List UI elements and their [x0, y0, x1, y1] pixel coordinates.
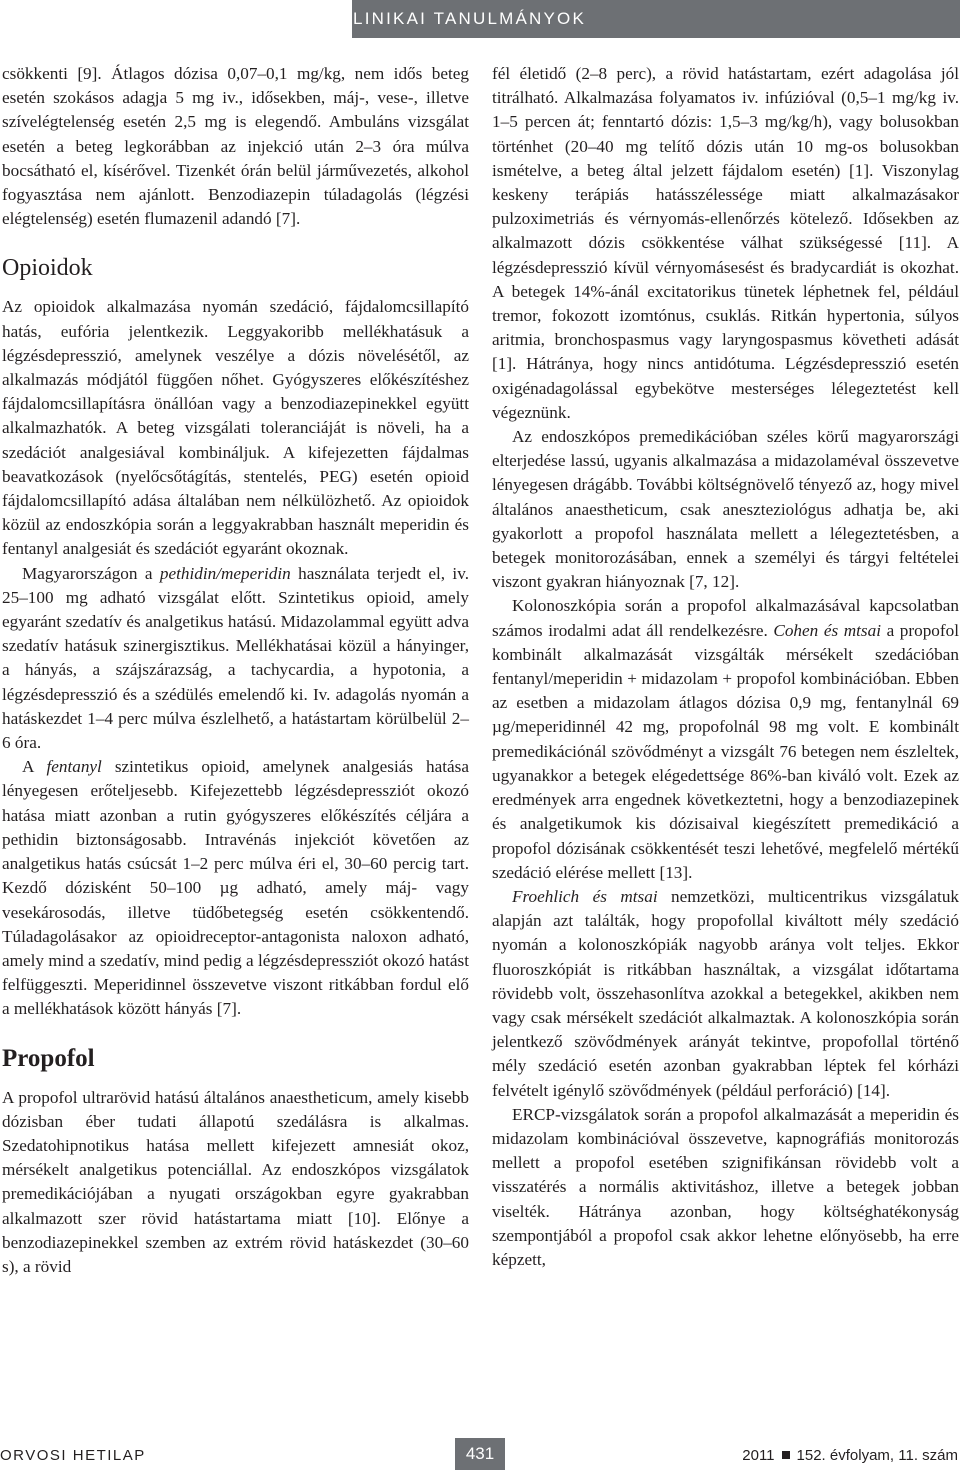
heading-opioidok: Opioidok [2, 255, 93, 282]
drug-name-italic: pethidin/meperidin [159, 563, 291, 583]
heading-propofol: Propofol [2, 1044, 95, 1072]
paragraph: csökkenti [9]. Átlagos dózisa 0,07–0,1 mg/kg, nem idős beteg esetén szokásos adagja 5 mg iv., idősekben, máj-, vese-, illetve szívelégtelenség esetén 2,5 mg is elegendő. Ambuláns vizsgálat esetén a beteg legkorábban az injekció után 2–3 óra múlva bocsátható el, kísérővel. Tizenkét órán belül járművezetés, alkohol fogyasztása nem ajánlott. Benzodiazepin túladagolás (légzési elégtelenség) esetén flumazenil adandó [7]. [2, 64, 469, 229]
paragraph [492, 885, 959, 1103]
section-title: KLINIKAI TANULMÁNYOK [339, 9, 586, 28]
paragraph [492, 594, 959, 884]
paragraph [2, 562, 469, 756]
paragraph: A propofol ultrarövid hatású általános anaestheticum, amely kisebb dózisban éber tudati állapotú szedálásra is alkalmas. Szedatohipnotikus hatása mellett kifejezett amnesiát okoz, mérsékelt analgetikus potenciállal. Az endoszkópos vizsgálatok premedikációjában a nyugati országokban egyre gyakrabban alkalmazott szer rövid hatástartama miatt [10]. Előnye a benzodiazepinekkel szemben az extrém rövid hatáskezdet (30–60 s), a rövid [2, 1087, 469, 1276]
right-column [492, 62, 959, 1272]
paragraph: ERCP-vizsgálatok során a propofol alkalmazását a meperidin és midazolam kombinációval összevetve, kapnográfiás monitorozás mellett a propofol esetében szignifikánsan rövidebb volt a visszatérés a normális aktivitáshoz, illetve a betegek jobban viselték. Hátránya azonban, hogy költséghatékonyság szempontjából a propofol csak akkor lehetne előnyösebb, ha erre képzett, [492, 1104, 959, 1269]
text-run: Magyarországon a [22, 563, 160, 583]
journal-name: ORVOSI HETILAP [0, 1447, 146, 1464]
text-run: használata terjedt el, iv. 25–100 mg adható vizsgálat előtt. Szintetikus opioid, amely egyaránt szedatív és analgetikus hatású. Midazolammal együtt adva szedatív hatásuk szinergisztikus. Mellékhatásai közül a hányinger, a hányás, a szájszárazság, a tachycardia, a hypotonia, a légzésdepresszió és a szédülés emelendő ki. Iv. adagolás nyomán a hatáskezdet 1–4 perc múlva észlelhető, a hatástartam körülbelül 2–6 óra. [2, 563, 469, 753]
issue-info [742, 1447, 958, 1464]
paragraph: Az endoszkópos premedikációban széles körű magyarországi elterjedése lassú, ugyanis alkalmazása a midazolaméval összevetve lényegesen drágább. További költségnövelő tényező az, hogy mivel általános anaestheticum, csak aneszteziológus adhatja be, aki gyakorlott a propofol használata mellett a lélegeztetésben, a betegek monitorozásában, ennek a személyi és tárgyi feltételei viszont gyakran hiányoznak [7, 12]. [492, 427, 959, 592]
left-column [2, 62, 469, 1279]
volume-issue: 152. évfolyam, 11. szám [796, 1447, 958, 1464]
page-footer [0, 1438, 960, 1470]
text-run: a propofol kombinált alkalmazását vizsgálták mérsékelt szedációban fentanyl/meperidin + midazolam + propofol kombinációban. Ebben az esetben a midazolam átlagos dózisa 0,9 mg, fentanylnál 69 µg/meperidinnél 42 mg, propofolnál 98 mg volt. E kombinált premedikációnál szövődményt a vizsgált 76 betegen nem észleltek, ugyanakkor a betegek elégedettsége 86%-ban kiváló volt. Ezek az eredmények arra engednek következtetni, hogy a benzodiazepinek és analgetikumok kis dózisaival kiegészített premedikáció a propofol dózisának csökkentését teszi lehetővé, megfelelő mértékű szedáció elérése mellett [13]. [492, 620, 959, 882]
paragraph [2, 755, 469, 1021]
drug-name-italic: fentanyl [46, 757, 102, 777]
square-bullet-icon [782, 1451, 790, 1459]
author-italic: Cohen és mtsai [773, 620, 881, 640]
text-run: Kolonoszkópia során a propofol alkalmazásával kapcsolatban számos irodalmi adat áll rendelkezésre. [492, 596, 959, 640]
paragraph: fél életidő (2–8 perc), a rövid hatástartam, ezért adagolása jól titrálható. Alkalmazása folyamatos iv. infúzióval (0,5–1 mg/kg iv. 1–5 percen át; fenntartó dózis: 1,5–3 mg/kg/h), vagy bolusokban történhet (20–40 mg telítő dózis után 10 mg-os bolusokban ismételve, a beteg által jelzett fájdalom esetén) [1]. Viszonylag keskeny terápiás hatásszélessége miatt alkalmazásakor pulzoximetriás és vérnyomás-ellenőrzés kötelező. Idősekben az alkalmazott dózis csökkentése válhat szükségessé [11]. A légzésdepresszió kívül vérnyomásesést és bradycardiát is okozhat. A betegek 14%-ánál excitatorikus tünetek léphetnek fel, például tremor, fokozott izomtónus, csuklás. Ritkán hypertonia, súlyos aritmia, bronchospasmus vagy laryngospasmus követheti adását [1]. Hátránya, hogy nincs antidótuma. Légzésdepresszió esetén oxigénadagolással egybekötve mesterséges lélegeztetést kell végeznünk. [492, 64, 959, 422]
year: 2011 [742, 1447, 775, 1464]
header-band [339, 0, 960, 38]
paragraph: Az opioidok alkalmazása nyomán szedáció, fájdalomcsillapító hatás, eufória jelentkezik. Leggyakoribb mellékhatásuk a légzésdepresszió, amelynek veszélye a dózis növelésétől, az alkalmazás módjától függően nőhet. Gyógyszeres előkészítéshez fájdalomcsillapításra önállóan vagy a benzodiazepinekkel együtt alkalmazhatók. A beteg vizsgálati toleranciáját is növeli, ha a szedációt analgesiával kombináljuk. A kifejezetten fájdalmas beavatkozások (nyelőcsőtágítás, stentelés, PEG) esetén opioid fájdalomcsillapító adása általában nem nélkülözhető. Az opioidok közül az endoszkópia során a leggyakrabban használt meperidin és fentanyl analgesiát és szedációt egyaránt okoznak. [2, 297, 469, 559]
text-run: nemzetközi, multicentrikus vizsgálatuk alapján azt találták, hogy propofollal kiváltott mély szedáció nyomán a kolonoszkópiák nagyobb aránya volt teljes. Ekkor fluoroszkópiát is ritkábban használtak, a vizsgálat időtartama rövidebb volt, összehasonlítva azokkal a betegekkel, akikben nem vagy csak mérsékelt szedációt alkalmaztak. A kolonoszkópia során jelentkező szövődmények arányát tekintve, propofollal történő mély szedáció esetén azonban gyakrabban léptek fel kórházi felvételt igénylő szövődmények (például perforáció) [14]. [492, 886, 960, 1100]
author-italic: Froehlich és mtsai [512, 886, 658, 906]
page-number: 431 [455, 1438, 505, 1470]
text-run: szintetikus opioid, amelynek analgesiás hatása lényegesen erőteljesebb. Kifejezettebb légzésdepressziót okozó hatása miatt azonban a rutin gyógyszeres előkészítés céljára a pethidin biztonságosabb. Intravénás injekciót követően az analgetikus hatás csúcsát 1–2 perc múlva éri el, 30–60 percig tart. Kezdő dózisként 50–100 µg adható, amely máj- vagy vesekárosodás, illetve tüdőbetegség esetén csökkentendő. Túladagolásakor az opioidreceptor-antagonista naloxon adható, amely mind a szedatív, mind pedig a légzésdepressziót okozó hatást felfüggeszti. Meperidinnel összevetve viszont ritkábban fordul elő a mellékhatások között hányás [7]. [2, 757, 469, 1019]
text-run: A [22, 757, 47, 777]
